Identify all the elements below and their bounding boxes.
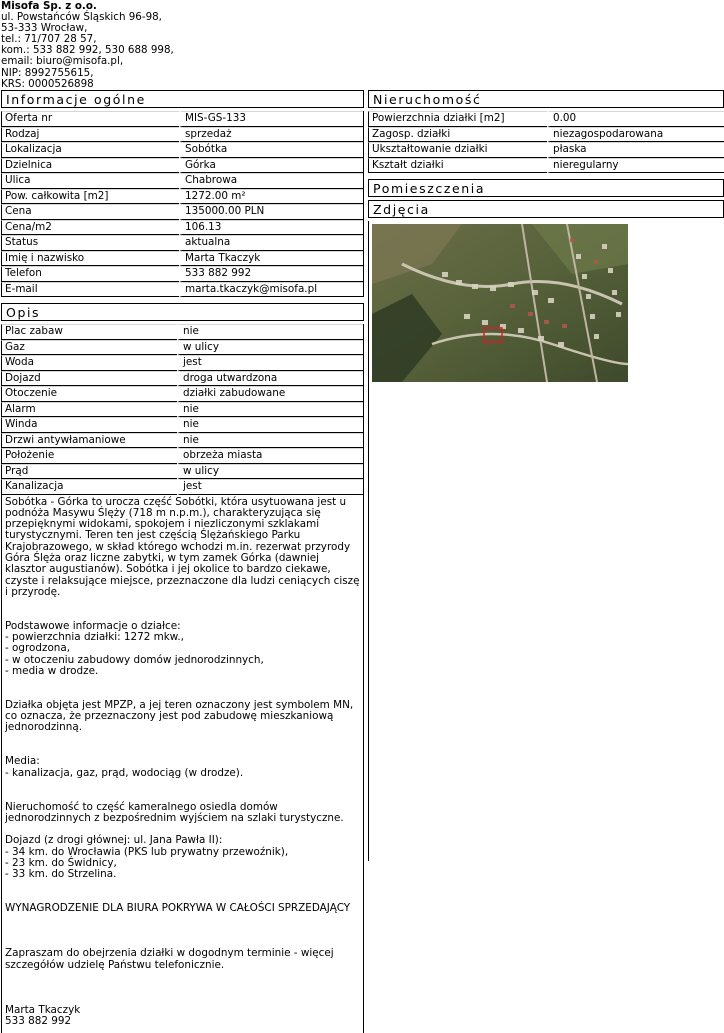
opis-value: nie bbox=[177, 433, 363, 449]
opis-row bbox=[1, 386, 363, 402]
agency-krs: KRS: 0000526898 bbox=[1, 77, 94, 90]
opis-row bbox=[1, 433, 363, 449]
agency-name: Misofa Sp. z o.o. bbox=[1, 0, 97, 12]
general-info-row bbox=[1, 204, 363, 220]
property-row bbox=[368, 158, 724, 174]
property-label: Ukształtowanie działki bbox=[368, 142, 547, 158]
agency-nip: NIP: 8992755615, bbox=[1, 66, 94, 79]
opis-row bbox=[1, 340, 363, 356]
opis-row bbox=[1, 464, 363, 480]
opis-box bbox=[1, 324, 364, 495]
general-info-label: Cena bbox=[1, 204, 179, 220]
opis-value: nie bbox=[177, 402, 363, 418]
opis-table bbox=[1, 324, 363, 495]
aerial-photo[interactable] bbox=[372, 224, 628, 382]
general-info-row bbox=[1, 127, 363, 143]
agency-city: 53-333 Wrocław, bbox=[1, 22, 88, 35]
general-info-label: Pow. całkowita [m2] bbox=[1, 189, 179, 205]
opis-header: Opis bbox=[1, 303, 364, 321]
general-info-header: Informacje ogólne bbox=[1, 90, 364, 108]
opis-value: droga utwardzona bbox=[177, 371, 363, 387]
general-info-row bbox=[1, 173, 363, 189]
general-info-label: Imię i nazwisko bbox=[1, 251, 179, 267]
general-info-value: 533 882 992 bbox=[179, 266, 363, 282]
general-info-value: Górka bbox=[179, 158, 363, 174]
general-info-label: Lokalizacja bbox=[1, 142, 179, 158]
opis-value: działki zabudowane bbox=[177, 386, 363, 402]
general-info-value: 106.13 bbox=[179, 220, 363, 236]
opis-label: Plac zabaw bbox=[1, 324, 177, 340]
general-info-row bbox=[1, 266, 363, 282]
opis-row bbox=[1, 448, 363, 464]
agency-header bbox=[1, 1, 361, 90]
property-value: 0.00 bbox=[547, 111, 724, 127]
general-info-row bbox=[1, 111, 363, 127]
general-info-value: Chabrowa bbox=[179, 173, 363, 189]
general-info-box bbox=[1, 111, 364, 297]
general-info-row bbox=[1, 235, 363, 251]
property-value: nieregularny bbox=[547, 158, 724, 174]
opis-label: Prąd bbox=[1, 464, 177, 480]
opis-row bbox=[1, 371, 363, 387]
description-text: Sobótka - Górka to urocza część Sobótki, która usytuowana jest u podnóża Masywu Ślęży (718 m n.p.m.), charakteryzująca się przepięknymi widokami, spokojem i niezliczonymi szklakami turystycznymi. Teren ten jest częścią Ślężańskiego Parku Krajobrazowego, w skład którego wchodzi m.in. rezerwat przyrody Góra Ślęża oraz liczne zabytki, w tym zamek Górka (dawniej klasztor augustianów). Sobótka i jej okolice to bardzo ciekawe, czyste i relaksujące miejsce, przeznaczone dla ludzi ceniących ciszę i przyrodę. Podstawowe informacje o działce: - powierzchnia działki: 1272 mkw., - ogrodzona, - w otoczeniu zabudowy domów jednorodzinnych, - media w drodze. Działka objęta jest MPZP, a jej teren oznaczony jest symbolem MN, co oznacza, że przeznaczony jest pod zabudowę mieszkaniową jednorodzinną. Media: - kanalizacja, gaz, prąd, wodociąg (w drodze). Nieruchomość to część kameralnego osiedla domów jednorodzinnych z bezpośrednim wyjściem na szlaki turystyczne. Dojazd (z drogi głównej: ul. Jana Pawła II): - 34 km. do Wrocławia (PKS lub prywatny przewoźnik), - 23 km. do Świdnicy, - 33 km. do Strzelina. WYNAGRODZENIE DLA BIURA POKRYWA W CAŁOŚCI SPRZEDAJĄCY Zapraszam do obejrzenia działki w dogodnym terminie - więcej szczegółów udzielę Państwu telefonicznie. Marta Tkaczyk 533 882 992 bbox=[5, 495, 360, 1028]
agency-phone: tel.: 71/707 28 57, bbox=[1, 33, 97, 46]
general-info-value: sprzedaż bbox=[179, 127, 363, 143]
photos-header: Zdjęcia bbox=[368, 200, 724, 218]
opis-row bbox=[1, 355, 363, 371]
property-table bbox=[368, 111, 724, 173]
general-info-table bbox=[1, 111, 363, 297]
rooms-header: Pomieszczenia bbox=[368, 179, 724, 197]
property-label: Powierzchnia działki [m2] bbox=[368, 111, 547, 127]
property-value: niezagospodarowana bbox=[547, 127, 724, 143]
general-info-value: aktualna bbox=[179, 235, 363, 251]
photos-box bbox=[368, 221, 724, 861]
general-info-label: Dzielnica bbox=[1, 158, 179, 174]
opis-row bbox=[1, 324, 363, 340]
opis-value: w ulicy bbox=[177, 464, 363, 480]
left-column bbox=[1, 90, 364, 1033]
general-info-value: Marta Tkaczyk bbox=[179, 251, 363, 267]
agency-address: ul. Powstańców Śląskich 96-98, bbox=[1, 11, 162, 24]
agency-email: email: biuro@misofa.pl, bbox=[1, 55, 124, 68]
opis-row bbox=[1, 417, 363, 433]
opis-label: Kanalizacja bbox=[1, 479, 177, 495]
opis-label: Otoczenie bbox=[1, 386, 177, 402]
general-info-label: Status bbox=[1, 235, 179, 251]
general-info-label: Rodzaj bbox=[1, 127, 179, 143]
opis-value: jest bbox=[177, 479, 363, 495]
opis-label: Drzwi antywłamaniowe bbox=[1, 433, 177, 449]
general-info-value: 135000.00 PLN bbox=[179, 204, 363, 220]
opis-label: Gaz bbox=[1, 340, 177, 356]
opis-label: Winda bbox=[1, 417, 177, 433]
right-column bbox=[368, 90, 724, 861]
property-value: płaska bbox=[547, 142, 724, 158]
general-info-row bbox=[1, 282, 363, 298]
opis-value: w ulicy bbox=[177, 340, 363, 356]
opis-label: Woda bbox=[1, 355, 177, 371]
general-info-value: MIS-GS-133 bbox=[179, 111, 363, 127]
agency-mobile: kom.: 533 882 992, 530 688 998, bbox=[1, 44, 174, 57]
general-info-value: marta.tkaczyk@misofa.pl bbox=[179, 282, 363, 298]
general-info-row bbox=[1, 189, 363, 205]
general-info-row bbox=[1, 142, 363, 158]
opis-row bbox=[1, 402, 363, 418]
property-label: Kształt działki bbox=[368, 158, 547, 174]
opis-label: Alarm bbox=[1, 402, 177, 418]
property-row bbox=[368, 111, 724, 127]
general-info-label: Oferta nr bbox=[1, 111, 179, 127]
opis-row bbox=[1, 479, 363, 495]
general-info-label: E-mail bbox=[1, 282, 179, 298]
general-info-value: Sobótka bbox=[179, 142, 363, 158]
general-info-label: Cena/m2 bbox=[1, 220, 179, 236]
opis-value: obrzeża miasta bbox=[177, 448, 363, 464]
opis-value: nie bbox=[177, 417, 363, 433]
general-info-value: 1272.00 m² bbox=[179, 189, 363, 205]
opis-value: nie bbox=[177, 324, 363, 340]
opis-label: Położenie bbox=[1, 448, 177, 464]
general-info-row bbox=[1, 251, 363, 267]
property-label: Zagosp. działki bbox=[368, 127, 547, 143]
opis-value: jest bbox=[177, 355, 363, 371]
general-info-row bbox=[1, 158, 363, 174]
general-info-label: Ulica bbox=[1, 173, 179, 189]
description-box bbox=[1, 495, 364, 1033]
general-info-label: Telefon bbox=[1, 266, 179, 282]
property-row bbox=[368, 127, 724, 143]
general-info-row bbox=[1, 220, 363, 236]
opis-label: Dojazd bbox=[1, 371, 177, 387]
property-row bbox=[368, 142, 724, 158]
property-header: Nieruchomość bbox=[368, 90, 724, 108]
